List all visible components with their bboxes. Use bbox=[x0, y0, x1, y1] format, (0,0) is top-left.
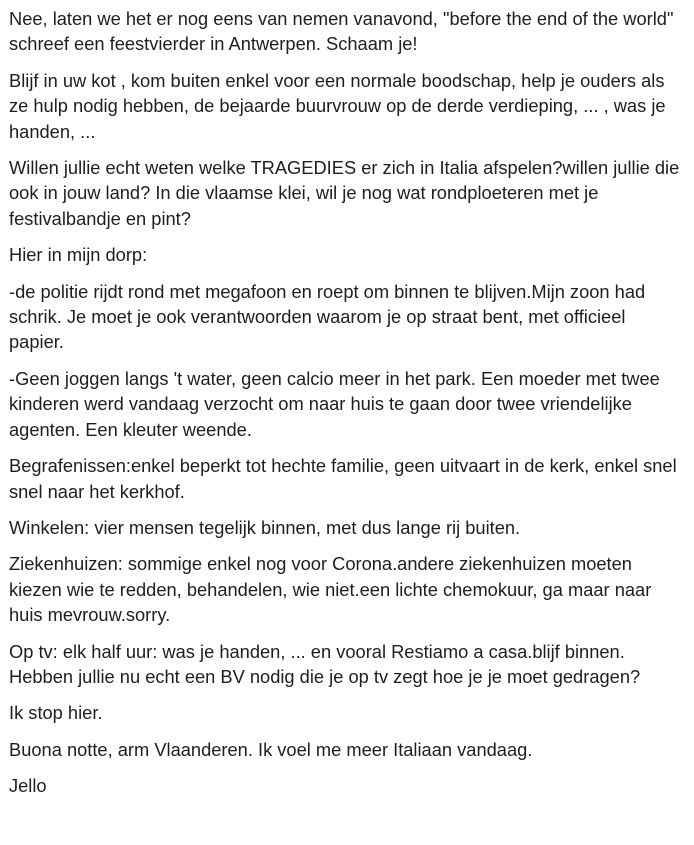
post-paragraph: Buona notte, arm Vlaanderen. Ik voel me meer Italiaan vandaag. bbox=[9, 738, 533, 760]
post-paragraph: -Geen joggen langs 't water, geen calcio meer in het park. Een moeder met twee kinderen werd vandaag verzocht om naar huis te gaan door twee vriendelijke agenten. Een kleuter weende. bbox=[9, 367, 660, 440]
post-paragraph: Winkelen: vier mensen tegelijk binnen, met dus lange rij buiten. bbox=[9, 516, 521, 538]
post-paragraph: Ziekenhuizen: sommige enkel nog voor Corona.andere ziekenhuizen moeten kiezen wie te redden, behandelen, wie niet.een lichte chemokuur, ga maar naar huis mevrouw.sorry. bbox=[9, 553, 652, 626]
post-paragraph: Ik stop hier. bbox=[9, 702, 103, 724]
post-signature: Jello bbox=[9, 775, 47, 797]
post-paragraph: Willen jullie echt weten welke TRAGEDIES er zich in Italia afspelen?willen jullie die ook in jouw land? In die vlaamse klei, wil je nog wat rondploeteren met je festivalbandje en pint? bbox=[9, 157, 680, 229]
post-paragraph: Blijf in uw kot , kom buiten enkel voor een normale boodschap, help je ouders als ze hulp nodig hebben, de bejaarde buurvrouw op de derde verdieping, ... , was je handen, ... bbox=[9, 69, 666, 142]
post-paragraph: Begrafenissen:enkel beperkt tot hechte familie, geen uitvaart in de kerk, enkel snel snel naar het kerkhof. bbox=[9, 455, 677, 502]
post-paragraph: Op tv: elk half uur: was je handen, ... en vooral Restiamo a casa.blijf binnen. Hebben jullie nu echt een BV nodig die je op tv zegt hoe je je moet gedragen? bbox=[9, 640, 641, 687]
post-paragraph: Nee, laten we het er nog eens van nemen vanavond, "before the end of the world" schreef een feestvierder in Antwerpen. Schaam je! bbox=[9, 8, 674, 55]
post-paragraph: Hier in mijn dorp: bbox=[9, 244, 148, 266]
post-paragraph: -de politie rijdt rond met megafoon en roept om binnen te blijven.Mijn zoon had schrik. Je moet je ook verantwoorden waarom je op straat bent, met officieel papier. bbox=[9, 280, 646, 353]
